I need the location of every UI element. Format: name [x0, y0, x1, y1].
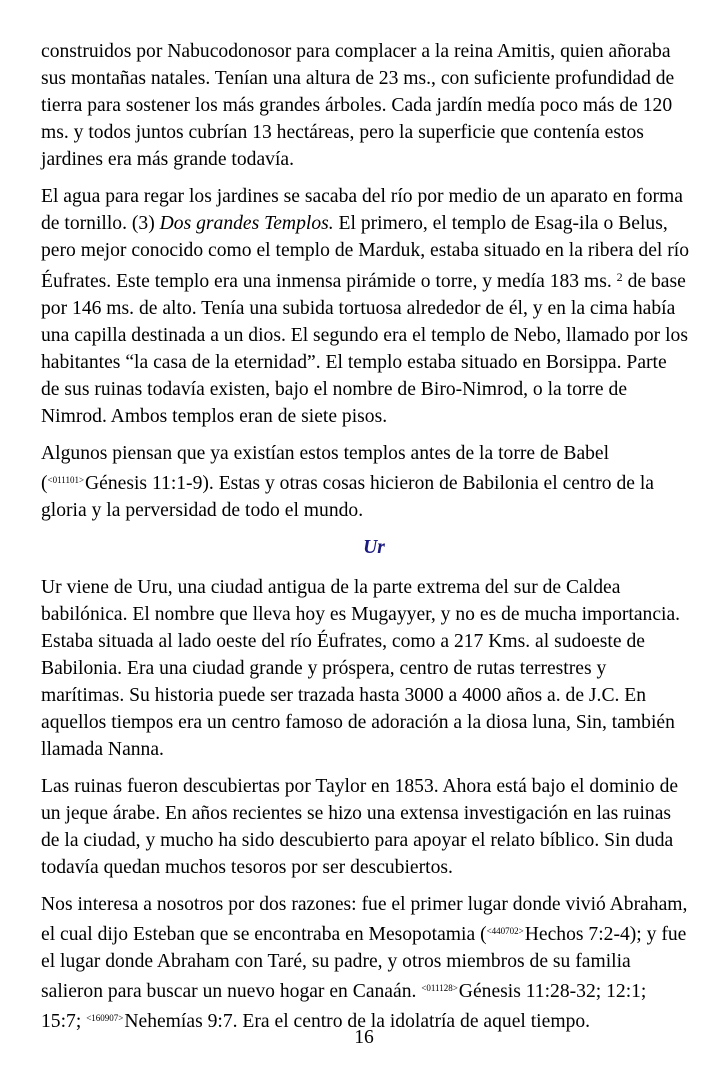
paragraph-ruins: Las ruinas fueron descubiertas por Taylor en 1853. Ahora está bajo el dominio de un jeque árabe. En años recientes se hizo una extensa investigación en las ruinas de la ciudad, y mucho ha sido descubierto para apoyar el relato bíblico. Sin duda todavía quedan muchos tesoros por ser descubiertos.	[41, 776, 679, 878]
page-number: 16	[354, 1027, 374, 1048]
superscript-footnote: 2	[616, 270, 623, 284]
paragraph-temples: El agua para regar los jardines se sacaba del río por medio de un aparato en forma de tornillo. (3) Dos grandes Templos. El primero, el templo de Esag-ila o Belus, pero mejor conocido como el templo de Marduk, estaba situado en la ribera del río Éufrates. Este templo era una inmensa pirámide o torre, y medía 183 ms. $^2$ de base por 146 ms. de alto. Tenía una subida tortuosa alrededor de él, y en la cima había una capilla destinada a un dios. El segundo era el templo de Nebo, llamado por los habitantes “la casa de la eternidad”. El templo estaba situado en Borsippa. Parte de sus ruinas todavía existen, bajo el nombre de Biro-Nimrod, o la torre de Nimrod. Ambos templos eran de siete pisos.	[41, 186, 690, 427]
scripture-ref-code: <160907>	[86, 1013, 124, 1023]
scripture-ref-code: <011101>	[47, 475, 85, 485]
scripture-ref-code: <440702>	[486, 926, 524, 936]
body-text	[41, 38, 689, 1045]
paragraph-ur-description: Ur viene de Uru, una ciudad antigua de la parte extrema del sur de Caldea babilónica. El nombre que lleva hoy es Mugayyer, y no es de mucha importancia. Estaba situada al lado oeste del río Éufrates, como a 217 Kms. al sudoeste de Babilonia. Era una ciudad grande y próspera, centro de rutas terrestres y marítimas. Su historia puede ser trazada hasta 3000 a 4000 años a. de J.C. En aquellos tiempos era un centro famoso de adoración a la diosa luna, Sin, también llamada Nanna.	[41, 577, 681, 760]
scripture-ref-code: <011128>	[421, 983, 458, 993]
section-heading-ur: Ur	[363, 537, 385, 558]
paragraph-hanging-gardens: construidos por Nabucodonosor para complacer a la reina Amitis, quien añoraba sus montañas natales. Tenían una altura de 23 ms., con suficiente profundidad de tierra para sostener los más grandes árboles. Cada jardín medía poco más de 120 ms. y todos juntos cubrían 13 hectáreas, pero la superficie que contenía estos jardines era más grande todavía.	[41, 41, 675, 170]
section-label-temples: Dos grandes Templos.	[159, 213, 334, 234]
paragraph-abraham: Nos interesa a nosotros por dos razones: fue el primer lugar donde vivió Abraham, el cual dijo Esteban que se encontraba en Mesopotamia ($^{<440702>}$Hechos 7:2-4); y fue el lugar donde Abraham con Taré, su padre, y otros miembros de su familia salieron para buscar un nuevo hogar en Canaán. $^{<011128>}$Génesis 11:28-32; 12:1; 15:7; $^{<160907>}$Nehemías 9:7. Era el centro de la idolatría de aquel tiempo.	[41, 894, 688, 1032]
paragraph-babel: Algunos piensan que ya existían estos templos antes de la torre de Babel ($^{<011101>}$Génesis 11:1-9). Estas y otras cosas hicieron de Babilonia el centro de la gloria y la perversidad de todo el mundo.	[41, 443, 654, 521]
